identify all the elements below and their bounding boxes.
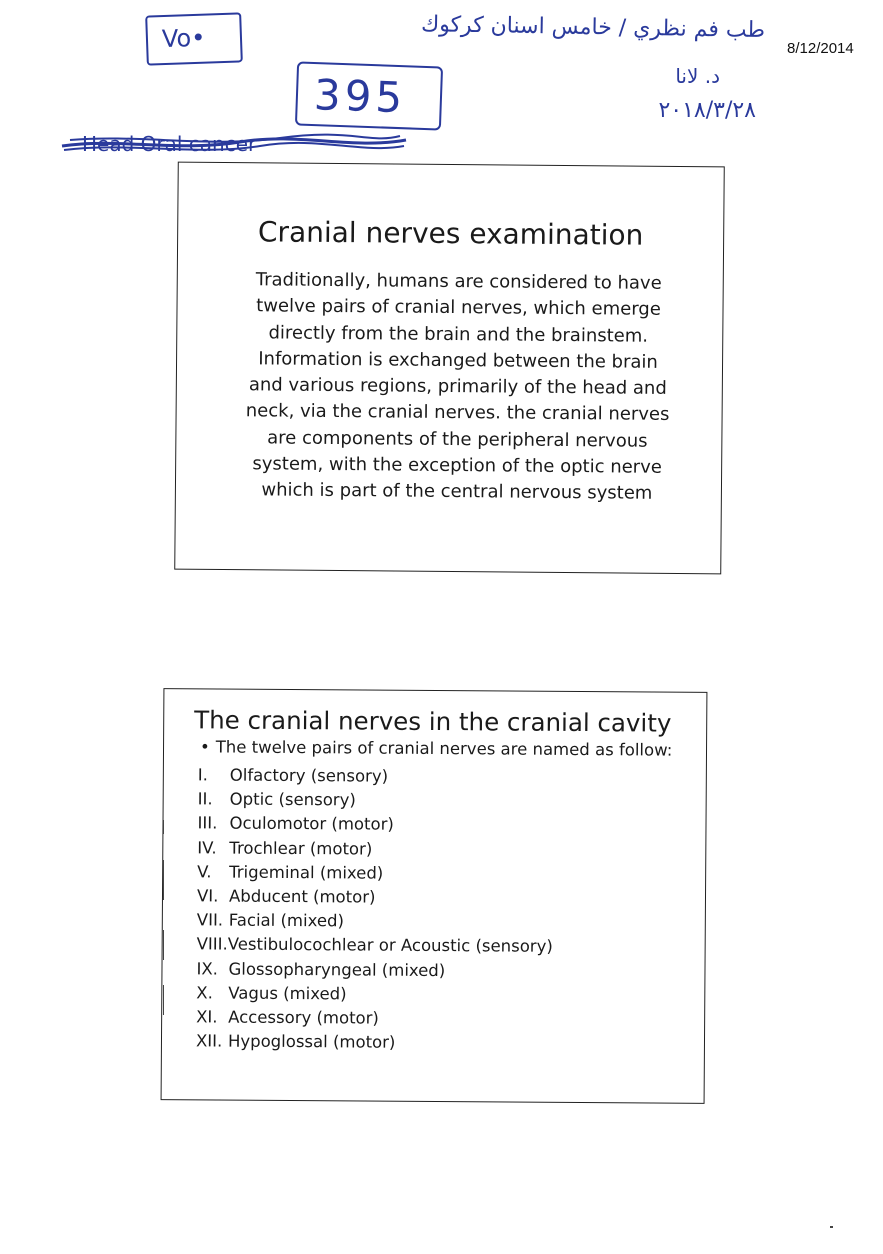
list-text: Oculomotor (motor): [229, 813, 394, 835]
list-text: Facial (mixed): [228, 910, 344, 931]
list-text: Abducent (motor): [228, 886, 376, 907]
handwritten-date: ٢٠١٨/٣/٢٨: [658, 98, 756, 123]
handwritten-page-number-box: [295, 61, 443, 130]
list-number: III.: [197, 813, 218, 833]
scan-dot: [830, 1226, 833, 1228]
scribble-strike-icon: [60, 128, 408, 164]
list-text: Optic (sensory): [229, 789, 356, 810]
list-text: Accessory (motor): [228, 1007, 379, 1028]
nerve-list: [196, 763, 554, 1056]
list-number: IX.: [196, 958, 218, 978]
date-stamp: 8/12/2014: [787, 40, 854, 57]
list-number: V.: [197, 862, 212, 882]
list-number: XI.: [196, 1007, 218, 1027]
list-item: [197, 812, 553, 839]
handwritten-lecturer-name: د. لانا: [675, 64, 720, 88]
scan-mark: [163, 820, 164, 834]
list-item: [196, 957, 552, 984]
list-item: [196, 1029, 552, 1056]
list-text: Hypoglossal (motor): [227, 1031, 396, 1052]
list-text: Glossopharyngeal (mixed): [228, 959, 446, 980]
slide-cranial-nerves-examination: [174, 162, 725, 575]
list-number: XII.: [195, 1031, 223, 1051]
scan-mark: [163, 930, 164, 960]
list-text: Vestibulocochlear or Acoustic (sensory): [227, 934, 553, 957]
list-item: [197, 836, 553, 863]
list-item: [196, 981, 552, 1008]
crossed-out-note: [60, 128, 408, 164]
slide2-title: The cranial nerves in the cranial cavity: [194, 705, 672, 738]
list-text: Olfactory (sensory): [229, 765, 389, 786]
scan-mark: [163, 860, 164, 900]
list-item: [198, 788, 554, 815]
slide2-intro-text: The twelve pairs of cranial nerves are named as follow:: [215, 737, 673, 760]
list-number: VIII.: [196, 934, 228, 954]
crossed-out-text: Head Oral cancer: [82, 132, 257, 156]
list-number: X.: [196, 983, 213, 1003]
handwritten-course-title: طب فم نظري / خامس اسنان كركوك: [420, 12, 766, 44]
list-item: [197, 860, 553, 887]
list-number: VI.: [196, 886, 219, 906]
scan-mark: [163, 985, 164, 1015]
slide1-title: Cranial nerves examination: [257, 215, 644, 252]
handwritten-boxed-code: [145, 12, 243, 65]
slide-cranial-nerves-list: [161, 688, 708, 1104]
slide1-body: Traditionally, humans are considered to have twelve pairs of cranial nerves, which emerge directly from the brain and the brainstem. Information is exchanged between the brain and various regions, primarily of the head and neck, via the cranial nerves. the cranial nerves are components of the peripheral nervous system, with the exception of the optic nerve which is part of the central nervous system: [245, 269, 670, 505]
handwritten-page-number: 395: [313, 70, 407, 123]
list-number: I.: [197, 765, 209, 785]
handwritten-code-text: Vo•: [161, 23, 206, 54]
list-number: II.: [197, 789, 213, 809]
list-item: [197, 884, 553, 911]
list-item: [198, 763, 554, 790]
list-item: [197, 908, 553, 935]
bullet-icon: •: [199, 737, 210, 757]
list-item: [197, 933, 553, 960]
slide2-intro: [200, 737, 672, 759]
list-text: Trigeminal (mixed): [229, 862, 384, 883]
list-item: [196, 1005, 552, 1032]
list-text: Trochlear (motor): [229, 838, 373, 859]
list-number: IV.: [197, 837, 217, 858]
list-text: Vagus (mixed): [228, 983, 347, 1004]
list-number: VII.: [196, 910, 224, 930]
